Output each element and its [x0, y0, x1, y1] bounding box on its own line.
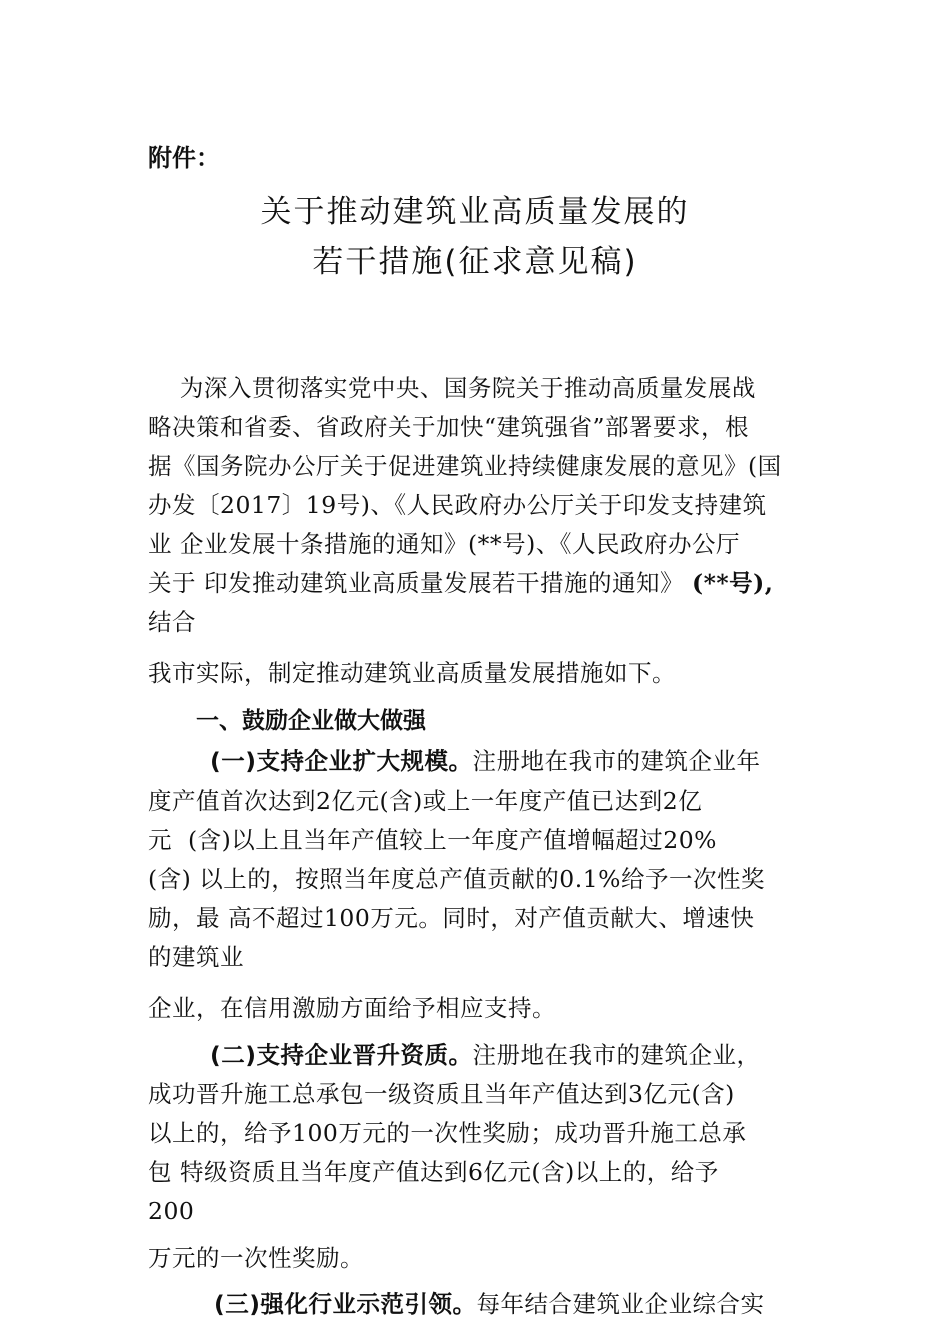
intro-doc-number: (**号), — [691, 569, 774, 597]
item-line: 的建筑业 — [148, 943, 244, 971]
item-line: 200 — [148, 1197, 195, 1225]
item-title: (一)支持企业扩大规模。 — [210, 747, 473, 775]
item-first-line — [214, 1288, 764, 1320]
item-title: (二)支持企业晋升资质。 — [210, 1041, 473, 1069]
item-line: 企业，在信用激励方面给予相应支持。 — [148, 994, 556, 1022]
item-line: (含) 以上的，按照当年度总产值贡献的0.1%给予一次性奖 — [148, 865, 766, 893]
item-line: 以上的，给予100万元的一次性奖励；成功晋升施工总承 — [148, 1119, 747, 1147]
item-line: 万元的一次性奖励。 — [148, 1244, 364, 1272]
intro-line: 结合 — [148, 608, 196, 636]
item-text: 注册地在我市的建筑企业年 — [472, 747, 761, 775]
intro-line: 为深入贯彻落实党中央、国务院关于推动高质量发展战 — [148, 374, 756, 402]
intro-line-text: 关于 印发推动建筑业高质量发展若干措施的通知》 — [148, 569, 692, 597]
item-line: 励，最 高不超过100万元。同时，对产值贡献大、增速快 — [148, 904, 755, 932]
item-first-line — [210, 745, 760, 777]
intro-line: 办发〔2017〕19号)、《人民政府办公厅关于印发支持建筑 — [148, 491, 767, 519]
attachment-label: 附件： — [148, 144, 220, 172]
intro-line — [148, 567, 773, 599]
item-text: 注册地在我市的建筑企业， — [472, 1041, 761, 1069]
item-line: 度产值首次达到2亿元(含)或上一年度产值已达到2亿 — [148, 787, 703, 815]
intro-line: 略决策和省委、省政府关于加快“建筑强省”部署要求，根 — [148, 413, 750, 441]
document-title-line1: 关于推动建筑业高质量发展的 — [260, 194, 690, 230]
intro-line: 据《国务院办公厅关于促进建筑业持续健康发展的意见》(国 — [148, 452, 782, 480]
section-heading: 一、鼓励企业做大做强 — [196, 708, 426, 734]
item-line: 包 特级资质且当年度产值达到6亿元(含)以上的，给予 — [148, 1158, 719, 1186]
intro-line: 业 企业发展十条措施的通知》(**号)、《人民政府办公厅 — [148, 530, 741, 558]
item-text: 每年结合建筑业企业综合实 — [476, 1290, 765, 1318]
document-title-line2: 若干措施(征求意见稿) — [312, 244, 638, 280]
item-title: (三)强化行业示范引领。 — [214, 1290, 477, 1318]
item-line: 成功晋升施工总承包一级资质且当年产值达到3亿元(含) — [148, 1080, 735, 1108]
item-line: 元 (含)以上且当年产值较上一年度产值增幅超过20% — [148, 826, 718, 854]
item-first-line — [210, 1039, 760, 1071]
intro-line: 我市实际，制定推动建筑业高质量发展措施如下。 — [148, 659, 676, 687]
